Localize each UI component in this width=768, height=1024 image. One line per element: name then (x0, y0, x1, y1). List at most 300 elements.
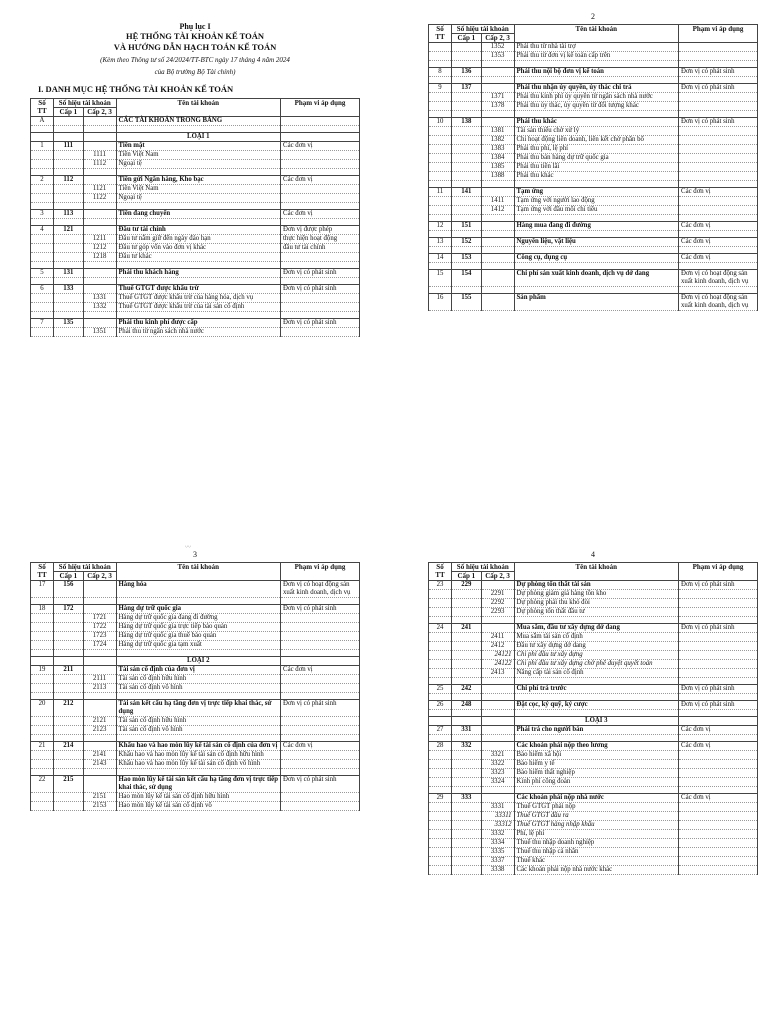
table-row (429, 751, 758, 760)
cell-level-1 (54, 253, 84, 262)
cell-account-name: CÁC TÀI KHOẢN TRONG BẢNG (116, 117, 281, 126)
cell-stt (31, 751, 54, 760)
cell-stt (429, 839, 452, 848)
cell-level-1 (54, 294, 84, 303)
cell-level-1: 211 (54, 666, 84, 675)
cell-level-1 (452, 821, 482, 830)
page-number: 3 (193, 550, 197, 559)
cell-level-1: 135 (54, 319, 84, 328)
cell-level-1 (452, 172, 482, 181)
cell-level-1: 138 (452, 118, 482, 127)
cell-scope (679, 812, 758, 821)
cell-account-name: Bảo hiểm xã hội (514, 751, 679, 760)
cell-stt: A (31, 117, 54, 126)
cell-stt (31, 294, 54, 303)
cell-level-2-3: 3335 (481, 848, 514, 857)
cell-level-1 (452, 93, 482, 102)
cell-scope (281, 253, 360, 262)
cell-level-1: 112 (54, 176, 84, 185)
section-heading: I. DANH MỤC HỆ THỐNG TÀI KHOẢN KẾ TOÁN (38, 84, 234, 94)
table-row (31, 235, 360, 244)
cell-account-name: Tạm ứng với đầu mối chi tiêu (514, 206, 679, 215)
cell-stt (429, 803, 452, 812)
cell-level-1 (452, 52, 482, 61)
cell-scope (679, 608, 758, 617)
header-level-1: Cấp 1 (452, 572, 482, 581)
cell-level-2-3: 3338 (481, 866, 514, 875)
cell-level-1 (452, 590, 482, 599)
cell-scope (679, 830, 758, 839)
cell-account-name: Phải thu phí, lệ phí (514, 145, 679, 154)
cell-account-name: Tài sản cố định của đơn vị (116, 666, 281, 675)
cell-stt (429, 866, 452, 875)
header-level-2-3: Cấp 2, 3 (481, 34, 514, 43)
cell-scope: Đơn vị có hoạt động sản xuất kinh doanh, dịch vụ (679, 294, 758, 311)
table-row (429, 287, 758, 294)
cell-level-1: 215 (54, 776, 84, 793)
cell-scope (281, 675, 360, 684)
cell-scope: Đơn vị có phát sinh (679, 118, 758, 127)
header-level-1: Cấp 1 (452, 34, 482, 43)
cell-scope (679, 206, 758, 215)
cell-level-1 (54, 684, 84, 693)
cell-scope (281, 185, 360, 194)
table-row (429, 710, 758, 717)
cell-level-1 (452, 599, 482, 608)
cell-scope (679, 778, 758, 787)
table-row (429, 694, 758, 701)
cell-level-1: 333 (452, 794, 482, 803)
table-row (429, 760, 758, 769)
cell-stt (429, 751, 452, 760)
table-row (31, 684, 360, 693)
cell-level-2-3: 1411 (481, 197, 514, 206)
table-row (429, 633, 758, 642)
table-row (31, 319, 360, 328)
cell-level-1 (452, 778, 482, 787)
cell-stt (31, 235, 54, 244)
cell-scope (679, 102, 758, 111)
cell-level-2-3: 1331 (83, 294, 116, 303)
cell-level-1 (452, 760, 482, 769)
header-account-code: Số hiệu tài khoản (452, 25, 515, 34)
table-row (429, 231, 758, 238)
cell-account-name: Tạm ứng với người lao động (514, 197, 679, 206)
cell-level-1 (54, 328, 84, 337)
cell-scope: đầu tư tài chính (281, 244, 360, 253)
cell-stt (429, 590, 452, 599)
table-row (429, 701, 758, 710)
cell-stt (31, 151, 54, 160)
cell-account-name: Tài sản thiếu chờ xử lý (514, 127, 679, 136)
table-row (31, 285, 360, 294)
cell-stt: 14 (429, 254, 452, 263)
table-row (429, 669, 758, 678)
cell-stt: 8 (429, 68, 452, 77)
cell-account-name: Ngoại tệ (116, 194, 281, 203)
cell-scope (281, 793, 360, 802)
cell-level-1 (452, 197, 482, 206)
table-row (31, 219, 360, 226)
table-row (429, 685, 758, 694)
table-row (429, 145, 758, 154)
cell-level-2-3: 3322 (481, 760, 514, 769)
cell-stt (31, 614, 54, 623)
page-number: 2 (591, 12, 595, 21)
table-row (429, 263, 758, 270)
cell-scope: Các đơn vị (679, 742, 758, 751)
cell-level-2-3 (83, 226, 116, 235)
document-title-line-2: VÀ HƯỚNG DẪN HẠCH TOÁN KẾ TOÁN (113, 42, 277, 52)
header-scope: Phạm vi áp dụng (679, 563, 758, 581)
cell-level-2-3: 2113 (83, 684, 116, 693)
cell-level-2-3 (481, 238, 514, 247)
cell-level-1: 212 (54, 700, 84, 717)
cell-stt (429, 172, 452, 181)
cell-stt: 19 (31, 666, 54, 675)
cell-account-name: Tiền đang chuyển (116, 210, 281, 219)
table-row (429, 68, 758, 77)
cell-scope: Các đơn vị (679, 794, 758, 803)
cell-scope (679, 599, 758, 608)
cell-account-name: Phải trả cho người bán (514, 726, 679, 735)
cell-level-2-3: 1385 (481, 163, 514, 172)
cell-account-name: Hàng mua đang đi đường (514, 222, 679, 231)
cell-level-1 (452, 812, 482, 821)
cell-account-name: Phải thu từ ngân sách nhà nước (116, 328, 281, 337)
header-level-2-3: Cấp 2, 3 (83, 572, 116, 581)
cell-level-2-3: 3323 (481, 769, 514, 778)
cell-scope: Đơn vị có phát sinh (679, 624, 758, 633)
cell-level-1 (54, 641, 84, 650)
table-row (31, 126, 360, 133)
table-row (429, 102, 758, 111)
cell-level-1 (452, 803, 482, 812)
cell-account-name: Dự phòng giảm giá hàng tồn kho (514, 590, 679, 599)
table-row (31, 641, 360, 650)
header-level-1: Cấp 1 (54, 108, 84, 117)
header-scope: Phạm vi áp dụng (281, 99, 360, 117)
cell-scope: Đơn vị có phát sinh (679, 701, 758, 710)
cell-level-2-3: 2293 (481, 608, 514, 617)
cell-level-2-3: 2153 (83, 802, 116, 811)
cell-scope (281, 641, 360, 650)
cell-stt: 9 (429, 84, 452, 93)
cell-level-2-3: 2413 (481, 669, 514, 678)
cell-level-1 (452, 154, 482, 163)
table-row (31, 581, 360, 598)
cell-stt (31, 717, 54, 726)
cell-account-name: Tiền gửi Ngân hàng, Kho bạc (116, 176, 281, 185)
cell-scope (679, 93, 758, 102)
cell-scope (679, 769, 758, 778)
table-row (429, 839, 758, 848)
cell-account-name: Sản phẩm (514, 294, 679, 311)
cell-account-name: Khấu hao và hao mòn lũy kế tài sản cố định vô hình (116, 760, 281, 769)
cell-level-1: 229 (452, 581, 482, 590)
table-row (429, 43, 758, 52)
cell-level-2-3 (481, 68, 514, 77)
cell-level-2-3 (481, 624, 514, 633)
cell-stt: 11 (429, 188, 452, 197)
cell-level-2-3 (83, 581, 116, 598)
cell-stt (31, 160, 54, 169)
cell-account-name: Mua sắm, đầu tư xây dựng dở dang (514, 624, 679, 633)
cell-scope (281, 802, 360, 811)
cell-scope (679, 660, 758, 669)
cell-scope (679, 145, 758, 154)
cell-level-2-3 (481, 294, 514, 311)
cell-account-name: Phải thu kinh phí ủy quyền từ ngân sách nhà nước (514, 93, 679, 102)
cell-scope (281, 194, 360, 203)
cell-scope (679, 848, 758, 857)
cell-account-name: Khấu hao và hao mòn lũy kế tài sản cố định hữu hình (116, 751, 281, 760)
cell-level-1 (54, 151, 84, 160)
cell-scope: Các đơn vị (281, 142, 360, 151)
cell-stt: 2 (31, 176, 54, 185)
cell-level-1: 152 (452, 238, 482, 247)
table-row (31, 169, 360, 176)
cell-level-1: 153 (452, 254, 482, 263)
table-row (429, 111, 758, 118)
cell-level-2-3: 1723 (83, 632, 116, 641)
table-row (429, 127, 758, 136)
table-row (31, 210, 360, 219)
cell-level-1: 133 (54, 285, 84, 294)
cell-stt: 1 (31, 142, 54, 151)
cell-level-2-3 (83, 319, 116, 328)
cell-level-2-3: 33311 (481, 812, 514, 821)
cell-account-name: Tạm ứng (514, 188, 679, 197)
table-row (429, 735, 758, 742)
cell-stt: 23 (429, 581, 452, 590)
cell-level-2-3: 1381 (481, 127, 514, 136)
table-row (429, 778, 758, 787)
cell-stt: 13 (429, 238, 452, 247)
cell-level-2-3: 33312 (481, 821, 514, 830)
cell-account-name: Các khoản phải nộp nhà nước (514, 794, 679, 803)
cell-stt (31, 726, 54, 735)
cell-account-name: Phải thu kinh phí được cấp (116, 319, 281, 328)
table-row (429, 794, 758, 803)
cell-scope (679, 52, 758, 61)
cell-level-2-3 (83, 776, 116, 793)
cell-stt (429, 163, 452, 172)
cell-level-2-3: 2121 (83, 717, 116, 726)
table-row (429, 624, 758, 633)
cell-scope: Đơn vị có hoạt động sản xuất kinh doanh, dịch vụ (281, 581, 360, 598)
table-row (429, 866, 758, 875)
cell-level-2-3 (481, 685, 514, 694)
cell-scope (281, 632, 360, 641)
cell-account-name: Dự phòng tổn thất đầu tư (514, 608, 679, 617)
table-row (429, 118, 758, 127)
cell-level-1 (452, 145, 482, 154)
cell-level-2-3: 3337 (481, 857, 514, 866)
cell-account-name: Khấu hao và hao mòn lũy kế tài sản cố định của đơn vị (116, 742, 281, 751)
cell-level-2-3 (481, 742, 514, 751)
cell-level-1: 331 (452, 726, 482, 735)
header-account-code: Số hiệu tài khoản (54, 99, 117, 108)
cell-level-1 (452, 633, 482, 642)
cell-scope: Đơn vị có phát sinh (281, 285, 360, 294)
table-row (31, 194, 360, 203)
cell-scope: Đơn vị có hoạt động sản xuất kinh doanh, dịch vụ (679, 270, 758, 287)
cell-stt: 12 (429, 222, 452, 231)
cell-account-name: Phải thu khác (514, 118, 679, 127)
table-row (31, 176, 360, 185)
cell-level-2-3 (83, 285, 116, 294)
header-scope: Phạm vi áp dụng (281, 563, 360, 581)
annex-label: Phụ lục I (179, 22, 211, 31)
cell-scope: Các đơn vị (679, 254, 758, 263)
header-account-code: Số hiệu tài khoản (452, 563, 515, 572)
table-row (31, 203, 360, 210)
cell-stt (429, 52, 452, 61)
cell-level-2-3: 1721 (83, 614, 116, 623)
cell-scope (679, 127, 758, 136)
cell-stt (31, 641, 54, 650)
table-row (31, 700, 360, 717)
cell-stt (429, 197, 452, 206)
cell-level-2-3: 1111 (83, 151, 116, 160)
cell-account-name: Thuế GTGT được khấu trừ của tài sản cố định (116, 303, 281, 312)
cell-stt: 3 (31, 210, 54, 219)
header-level-2-3: Cấp 2, 3 (481, 572, 514, 581)
cell-level-1 (452, 866, 482, 875)
header-stt: Số TT (31, 99, 54, 117)
cell-level-1: 113 (54, 210, 84, 219)
cell-stt (429, 102, 452, 111)
cell-level-1 (54, 717, 84, 726)
cell-scope (281, 117, 360, 126)
cell-account-name: Tài sản cố định vô hình (116, 684, 281, 693)
cell-level-1 (452, 43, 482, 52)
table-row (429, 294, 758, 311)
cell-account-name: Công cụ, dụng cụ (514, 254, 679, 263)
table-row (429, 803, 758, 812)
cell-level-1 (54, 760, 84, 769)
cell-scope (679, 633, 758, 642)
cell-account-name: Chi phí sản xuất kinh doanh, dịch vụ dở dang (514, 270, 679, 287)
table-row (31, 294, 360, 303)
cell-account-name: Phải thu bán hàng dự trữ quốc gia (514, 154, 679, 163)
document-note-line-1: (Kèm theo Thông tư số 24/2024/TT-BTC ngày 17 tháng 4 năm 2024 (100, 56, 290, 64)
cell-stt: 26 (429, 701, 452, 710)
cell-level-2-3 (481, 188, 514, 197)
cell-stt (429, 127, 452, 136)
cell-scope (679, 642, 758, 651)
cell-stt: 17 (31, 581, 54, 598)
header-level-2-3: Cấp 2, 3 (83, 108, 116, 117)
cell-scope: Các đơn vị (281, 210, 360, 219)
table-row (31, 303, 360, 312)
table-row (31, 769, 360, 776)
cell-level-1: 131 (54, 269, 84, 278)
table-row (31, 226, 360, 235)
cell-stt (429, 778, 452, 787)
cell-stt (31, 244, 54, 253)
cell-level-1 (452, 660, 482, 669)
table-row (31, 598, 360, 605)
cell-level-1 (452, 830, 482, 839)
table-row (429, 254, 758, 263)
cell-account-name: Hàng dự trữ quốc gia tạm xuất (116, 641, 281, 650)
cell-level-2-3: 2111 (83, 675, 116, 684)
cell-stt (429, 43, 452, 52)
cell-level-1: 151 (452, 222, 482, 231)
cell-scope: Đơn vị có phát sinh (281, 605, 360, 614)
cell-level-1 (452, 669, 482, 678)
cell-stt (429, 145, 452, 154)
cell-scope (679, 669, 758, 678)
table-row (31, 742, 360, 751)
cell-stt (31, 194, 54, 203)
cell-level-1: 121 (54, 226, 84, 235)
cell-scope: Đơn vị có phát sinh (679, 84, 758, 93)
cell-scope (281, 684, 360, 693)
table-row (429, 848, 758, 857)
cell-stt (31, 303, 54, 312)
cell-stt: 18 (31, 605, 54, 614)
cell-stt (429, 154, 452, 163)
table-row (429, 590, 758, 599)
cell-account-name: Bảo hiểm thất nghiệp (514, 769, 679, 778)
cell-stt: 15 (429, 270, 452, 287)
table-row (31, 657, 360, 666)
cell-account-name: Thuế thu nhập doanh nghiệp (514, 839, 679, 848)
cell-account-name: Kinh phí công đoàn (514, 778, 679, 787)
cell-account-name: Hàng dự trữ quốc gia thuê bảo quản (116, 632, 281, 641)
table-row (31, 675, 360, 684)
cell-scope: thực hiện hoạt động (281, 235, 360, 244)
cell-level-2-3: 1112 (83, 160, 116, 169)
cell-level-1: 332 (452, 742, 482, 751)
cell-level-1 (452, 642, 482, 651)
cell-account-name: Hao mòn lũy kế tài sản cố định vô (116, 802, 281, 811)
cell-level-1: 241 (452, 624, 482, 633)
cell-level-2-3: 1388 (481, 172, 514, 181)
cell-account-name: Phải thu từ nhà tài trợ (514, 43, 679, 52)
cell-level-1 (452, 163, 482, 172)
table-row (31, 605, 360, 614)
cell-account-name: Phải thu nội bộ đơn vị kế toán (514, 68, 679, 77)
header-stt: Số TT (429, 25, 452, 43)
cell-scope (281, 294, 360, 303)
table-row (31, 185, 360, 194)
page-number: 4 (591, 550, 595, 559)
cell-level-2-3: 1724 (83, 641, 116, 650)
cell-level-1 (54, 614, 84, 623)
cell-account-name: Dự phòng phải thu khó đòi (514, 599, 679, 608)
table-row (429, 812, 758, 821)
table-row (429, 717, 758, 726)
table-row (31, 278, 360, 285)
header-account-name: Tên tài khoản (514, 563, 679, 581)
table-row (429, 52, 758, 61)
document-page-4 (428, 548, 758, 1024)
header-account-name: Tên tài khoản (514, 25, 679, 43)
table-row (31, 160, 360, 169)
table-row (31, 632, 360, 641)
table-row (31, 650, 360, 657)
table-row (31, 253, 360, 262)
cell-level-1 (54, 235, 84, 244)
table-row (429, 172, 758, 181)
cell-level-1: 137 (452, 84, 482, 93)
cell-scope (679, 821, 758, 830)
table-row (31, 717, 360, 726)
